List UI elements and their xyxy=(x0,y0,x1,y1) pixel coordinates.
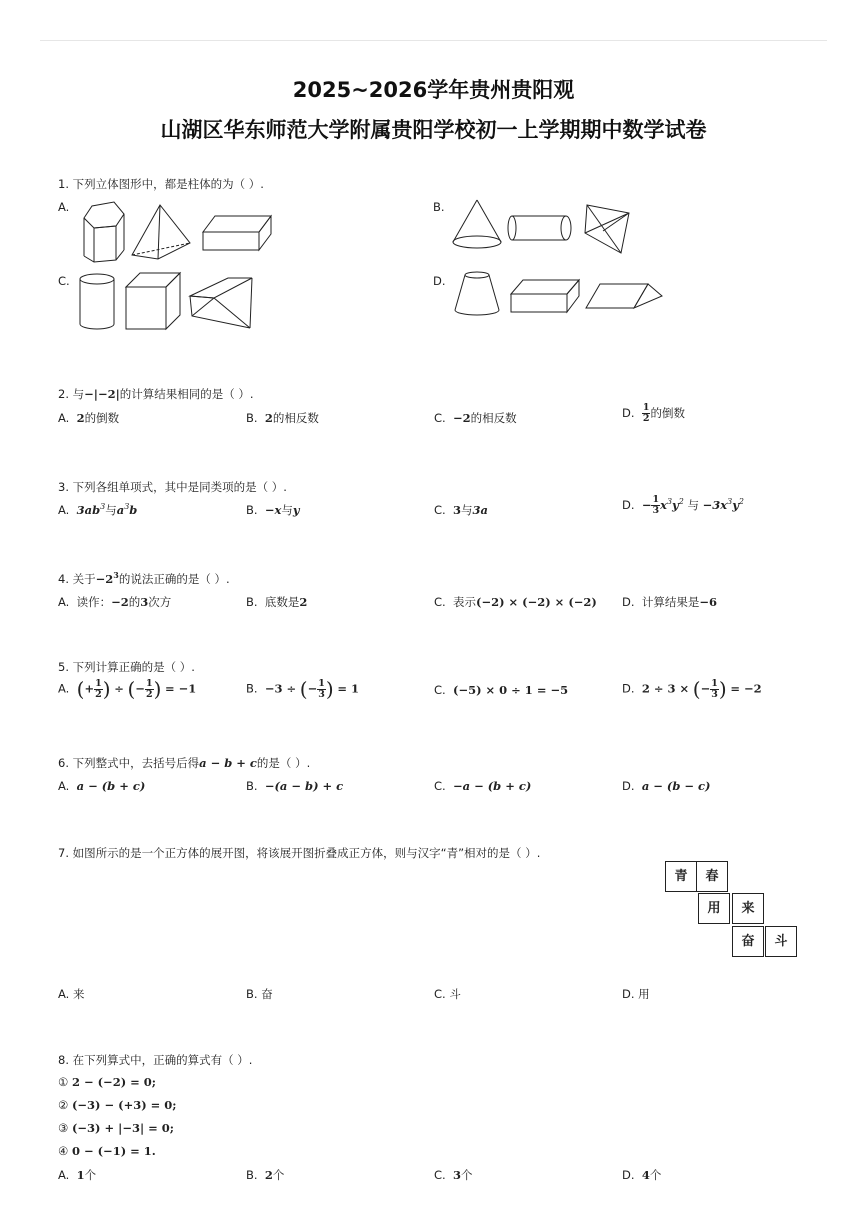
q7-option-d[interactable]: D. 用 xyxy=(622,987,650,1001)
q5-option-d[interactable]: D. 2 ÷ 3 × (− $\frac{1}{3}$ ) = −2 xyxy=(622,677,762,701)
question-6-stem: 6. 下列整式中，去括号后得a − b + c的是（ ）. xyxy=(58,756,311,770)
cube-net-cell: 奋 xyxy=(732,926,764,957)
q5-option-b[interactable]: B. −3 ÷ (− $\frac{1}{3}$ ) = 1 xyxy=(246,677,359,701)
q3-option-c[interactable]: C. 3与3a xyxy=(434,503,488,517)
q2-option-d[interactable]: D. $\frac{1}{2}$ 的倒数 xyxy=(622,402,685,424)
question-5-stem: 5. 下列计算正确的是（ ）. xyxy=(58,660,195,674)
q1-option-a-label[interactable]: A. xyxy=(58,200,70,214)
q7-option-b[interactable]: B. 奋 xyxy=(246,987,273,1001)
q7-option-c[interactable]: C. 斗 xyxy=(434,987,461,1001)
triangular-prism-icon-2 xyxy=(584,282,664,310)
q4-option-c[interactable]: C. 表示(−2) × (−2) × (−2) xyxy=(434,595,597,609)
q8-option-d[interactable]: D. 4个 xyxy=(622,1168,662,1182)
q3-option-a[interactable]: A. $3ab^3$与$a^3b$ xyxy=(58,502,138,517)
q8-option-c[interactable]: C. 3个 xyxy=(434,1168,473,1182)
question-2-stem: 2. 与−|−2|的计算结果相同的是（ ）. xyxy=(58,387,254,401)
q1-option-d-label[interactable]: D. xyxy=(433,274,446,288)
top-rule xyxy=(40,40,827,41)
cube-net-cell: 青 xyxy=(665,861,697,892)
exam-title-line2: 山湖区华东师范大学附属贵阳学校初一上学期期中数学试卷 xyxy=(160,118,707,142)
question-1-stem: 1. 下列立体图形中，都是柱体的为（ ）. xyxy=(58,177,264,191)
cone-icon xyxy=(451,198,503,250)
q1-option-c-label[interactable]: C. xyxy=(58,274,70,288)
q6-option-b[interactable]: B. −(a − b) + c xyxy=(246,779,344,793)
q8-item-4: ④ 0 − (−1) = 1. xyxy=(58,1144,156,1158)
triangular-pyramid-icon-2 xyxy=(583,203,633,255)
rectangular-prism-icon xyxy=(201,214,273,252)
q7-option-a[interactable]: A. 来 xyxy=(58,987,85,1001)
q8-option-b[interactable]: B. 2个 xyxy=(246,1168,285,1182)
question-8-stem: 8. 在下列算式中，正确的算式有（ ）. xyxy=(58,1053,253,1067)
cube-net-cell: 用 xyxy=(698,893,730,924)
q5-option-a[interactable]: A. (+ $\frac{1}{2}$ ) ÷ (− $\frac{1}{2}$ ) = −1 xyxy=(58,677,197,701)
q4-option-a[interactable]: A. 读作：−2的3次方 xyxy=(58,595,172,609)
q8-item-3: ③ (−3) + |−3| = 0; xyxy=(58,1121,175,1135)
q4-option-d[interactable]: D. 计算结果是−6 xyxy=(622,595,717,609)
cube-net-cell: 来 xyxy=(732,893,764,924)
question-4-stem: 4. 关于$-2^3$的说法正确的是（ ）. xyxy=(58,570,230,586)
cube-icon xyxy=(124,271,182,331)
triangular-prism-icon xyxy=(188,276,256,332)
cube-net-cell: 斗 xyxy=(765,926,797,957)
cube-net-cell: 春 xyxy=(696,861,728,892)
cylinder-horizontal-icon xyxy=(506,214,574,242)
q6-option-d[interactable]: D. a − (b − c) xyxy=(622,779,711,793)
q6-option-c[interactable]: C. −a − (b + c) xyxy=(434,779,532,793)
exam-title-line1: 2025~2026学年贵州贵阳观 xyxy=(292,78,575,102)
q4-option-b[interactable]: B. 底数是2 xyxy=(246,595,308,609)
question-3-stem: 3. 下列各组单项式，其中是同类项的是（ ）. xyxy=(58,480,287,494)
rectangular-prism-icon-2 xyxy=(509,278,581,314)
q8-item-1: ① 2 − (−2) = 0; xyxy=(58,1075,157,1089)
q2-option-a[interactable]: A. 2的倒数 xyxy=(58,411,120,425)
triangular-pyramid-icon xyxy=(130,203,192,261)
q6-option-a[interactable]: A. a − (b + c) xyxy=(58,779,146,793)
q8-option-a[interactable]: A. 1个 xyxy=(58,1168,97,1182)
hexagonal-prism-icon xyxy=(78,200,128,264)
question-7-stem: 7. 如图所示的是一个正方体的展开图，将该展开图折叠成正方体，则与汉字“青”相对的是（ ）. xyxy=(58,846,541,860)
q3-option-d[interactable]: D. − $\frac{1}{3}$ $x^3y^2$ 与 $-3x^3y^2$ xyxy=(622,494,745,516)
q1-option-b-label[interactable]: B. xyxy=(433,200,445,214)
q8-item-2: ② (−3) − (+3) = 0; xyxy=(58,1098,177,1112)
q2-option-c[interactable]: C. −2的相反数 xyxy=(434,411,517,425)
q2-option-b[interactable]: B. 2的相反数 xyxy=(246,411,319,425)
q5-option-c[interactable]: C. (−5) × 0 ÷ 1 = −5 xyxy=(434,683,569,697)
q3-option-b[interactable]: B. −x与y xyxy=(246,503,300,517)
cylinder-icon xyxy=(78,272,118,332)
frustum-icon xyxy=(453,270,503,318)
